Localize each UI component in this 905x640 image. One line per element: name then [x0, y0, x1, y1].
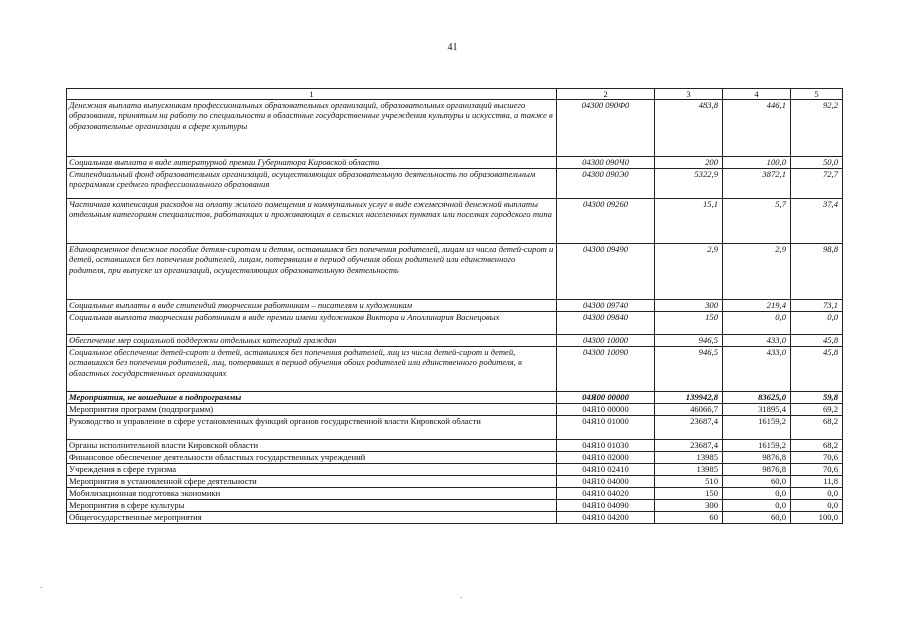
column-header: 4 — [723, 89, 791, 100]
row-code-cell: 04300 09490 — [557, 244, 655, 300]
row-value-cell: 70,6 — [791, 464, 843, 476]
row-name-cell: Мероприятия, не вошедшие в подпрограммы — [67, 392, 557, 404]
row-name-cell: Руководство и управление в сфере установленных функций органов государственной власти Кировской области — [67, 416, 557, 440]
row-value-cell: 100,0 — [723, 157, 791, 169]
row-value-cell: 16159,2 — [723, 416, 791, 440]
row-value-cell: 45,8 — [791, 335, 843, 347]
row-value-cell: 60 — [655, 512, 723, 524]
table-row — [67, 452, 843, 464]
row-value-cell: 37,4 — [791, 199, 843, 244]
row-name-cell: Мобилизационная подготовка экономики — [67, 488, 557, 500]
row-value-cell: 2,9 — [723, 244, 791, 300]
table-row — [67, 404, 843, 416]
row-value-cell: 300 — [655, 300, 723, 312]
table-header-row — [67, 89, 843, 100]
table-row — [67, 512, 843, 524]
column-header: 5 — [791, 89, 843, 100]
row-code-cell: 04Я10 02000 — [557, 452, 655, 464]
table-row — [67, 312, 843, 335]
row-value-cell: 60,0 — [723, 512, 791, 524]
row-code-cell: 04300 10090 — [557, 347, 655, 392]
row-code-cell: 04300 090Ч0 — [557, 157, 655, 169]
row-name-cell: Мероприятия программ (подпрограмм) — [67, 404, 557, 416]
row-value-cell: 11,8 — [791, 476, 843, 488]
row-value-cell: 0,0 — [791, 500, 843, 512]
row-value-cell: 16159,2 — [723, 440, 791, 452]
row-value-cell: 31895,4 — [723, 404, 791, 416]
row-value-cell: 15,1 — [655, 199, 723, 244]
row-code-cell: 04300 090Ф0 — [557, 100, 655, 157]
scan-mark: . — [460, 590, 463, 600]
row-value-cell: 92,2 — [791, 100, 843, 157]
row-value-cell: 0,0 — [791, 312, 843, 335]
row-value-cell: 139942,8 — [655, 392, 723, 404]
row-value-cell: 45,8 — [791, 347, 843, 392]
row-value-cell: 69,2 — [791, 404, 843, 416]
row-name-cell: Мероприятия в установленной сфере деятельности — [67, 476, 557, 488]
row-value-cell: 150 — [655, 488, 723, 500]
row-value-cell: 50,0 — [791, 157, 843, 169]
row-name-cell: Органы исполнительной власти Кировской области — [67, 440, 557, 452]
row-name-cell: Социальная выплата в виде литературной премии Губернатора Кировской области — [67, 157, 557, 169]
row-value-cell: 68,2 — [791, 416, 843, 440]
row-code-cell: 04Я00 00000 — [557, 392, 655, 404]
row-name-cell: Учреждения в сфере туризма — [67, 464, 557, 476]
table-row — [67, 464, 843, 476]
row-value-cell: 9876,8 — [723, 464, 791, 476]
table-row — [67, 347, 843, 392]
row-value-cell: 946,5 — [655, 335, 723, 347]
row-value-cell: 60,0 — [723, 476, 791, 488]
row-code-cell: 04Я10 04090 — [557, 500, 655, 512]
row-value-cell: 200 — [655, 157, 723, 169]
row-value-cell: 0,0 — [791, 488, 843, 500]
table-row — [67, 300, 843, 312]
row-value-cell: 59,8 — [791, 392, 843, 404]
row-value-cell: 300 — [655, 500, 723, 512]
row-value-cell: 150 — [655, 312, 723, 335]
row-code-cell: 04300 10000 — [557, 335, 655, 347]
row-name-cell: Стипендиальный фонд образовательных организаций, осуществляющих образовательную деятельность по образовательным программам среднего профессионального образования — [67, 169, 557, 199]
row-value-cell: 5,7 — [723, 199, 791, 244]
row-name-cell: Общегосударственные мероприятия — [67, 512, 557, 524]
row-value-cell: 23687,4 — [655, 440, 723, 452]
page-number: 41 — [447, 42, 458, 53]
row-name-cell: Единовременное денежное пособие детям-сиротам и детям, оставшимся без попечения родителей, лицам из числа детей-сирот и детей, оставшихся без попечения родителей, лицам, потерявшим в период обучения обоих родителей или единственного родителя, при выпуске из организаций, осуществляющих образовательную деятельность — [67, 244, 557, 300]
column-header: 2 — [557, 89, 655, 100]
row-value-cell: 13985 — [655, 452, 723, 464]
row-name-cell: Социальное обеспечение детей-сирот и детей, оставшихся без попечения родителей, лиц из числа детей-сирот и детей, оставшихся без попечения родителей, лиц, потерявших в период обучения обоих родителей или единственного родителя, в областных государственных организациях — [67, 347, 557, 392]
row-code-cell: 04Я10 01000 — [557, 416, 655, 440]
row-value-cell: 46066,7 — [655, 404, 723, 416]
row-code-cell: 04Я10 04000 — [557, 476, 655, 488]
row-value-cell: 0,0 — [723, 312, 791, 335]
table-row — [67, 169, 843, 199]
row-value-cell: 3872,1 — [723, 169, 791, 199]
row-value-cell: 433,0 — [723, 335, 791, 347]
row-value-cell: 446,1 — [723, 100, 791, 157]
row-value-cell: 23687,4 — [655, 416, 723, 440]
row-value-cell: 0,0 — [723, 500, 791, 512]
row-name-cell: Денежная выплата выпускникам профессиональных образовательных организаций, образовательных организаций высшего образования, принятым на работу по специальности в областные государственные учреждения культуры и искусства, а также в образовательные организации в сфере культуры — [67, 100, 557, 157]
row-code-cell: 04300 09740 — [557, 300, 655, 312]
row-value-cell: 2,9 — [655, 244, 723, 300]
row-name-cell: Социальная выплата творческим работникам в виде премии имени художников Виктора и Аполлинария Васнецовых — [67, 312, 557, 335]
row-name-cell: Частичная компенсация расходов на оплату жилого помещения и коммунальных услуг в виде ежемесячной денежной выплаты отдельным категориям специалистов, работающих и проживающих в сельских населенных пунктах или поселках городского типа — [67, 199, 557, 244]
row-code-cell: 04300 09260 — [557, 199, 655, 244]
row-code-cell: 04Я10 01030 — [557, 440, 655, 452]
row-value-cell: 98,8 — [791, 244, 843, 300]
table-row — [67, 100, 843, 157]
row-value-cell: 483,8 — [655, 100, 723, 157]
scan-mark: . — [40, 580, 43, 590]
table-row — [67, 416, 843, 440]
table-row — [67, 157, 843, 169]
row-value-cell: 9876,8 — [723, 452, 791, 464]
table-row — [67, 335, 843, 347]
row-name-cell: Мероприятия в сфере культуры — [67, 500, 557, 512]
row-name-cell: Социальные выплаты в виде стипендий творческим работникам – писателям и художникам — [67, 300, 557, 312]
row-value-cell: 13985 — [655, 464, 723, 476]
row-value-cell: 219,4 — [723, 300, 791, 312]
row-value-cell: 0,0 — [723, 488, 791, 500]
table-row — [67, 440, 843, 452]
row-value-cell: 72,7 — [791, 169, 843, 199]
table-body — [67, 100, 843, 524]
row-value-cell: 5322,9 — [655, 169, 723, 199]
row-value-cell: 100,0 — [791, 512, 843, 524]
row-value-cell: 510 — [655, 476, 723, 488]
budget-table — [66, 88, 843, 524]
row-code-cell: 04Я10 00000 — [557, 404, 655, 416]
table-row — [67, 488, 843, 500]
row-name-cell: Обеспечение мер социальной поддержки отдельных категорий граждан — [67, 335, 557, 347]
row-value-cell: 70,6 — [791, 452, 843, 464]
row-code-cell: 04300 09840 — [557, 312, 655, 335]
row-code-cell: 04Я10 04020 — [557, 488, 655, 500]
row-code-cell: 04300 090Э0 — [557, 169, 655, 199]
column-header: 3 — [655, 89, 723, 100]
column-header: 1 — [67, 89, 557, 100]
table-row — [67, 199, 843, 244]
row-value-cell: 73,1 — [791, 300, 843, 312]
table-row — [67, 244, 843, 300]
row-code-cell: 04Я10 04200 — [557, 512, 655, 524]
row-value-cell: 83625,0 — [723, 392, 791, 404]
table-row — [67, 392, 843, 404]
row-name-cell: Финансовое обеспечение деятельности областных государственных учреждений — [67, 452, 557, 464]
row-value-cell: 433,0 — [723, 347, 791, 392]
row-value-cell: 946,5 — [655, 347, 723, 392]
row-code-cell: 04Я10 02410 — [557, 464, 655, 476]
table-row — [67, 500, 843, 512]
table-row — [67, 476, 843, 488]
row-value-cell: 68,2 — [791, 440, 843, 452]
